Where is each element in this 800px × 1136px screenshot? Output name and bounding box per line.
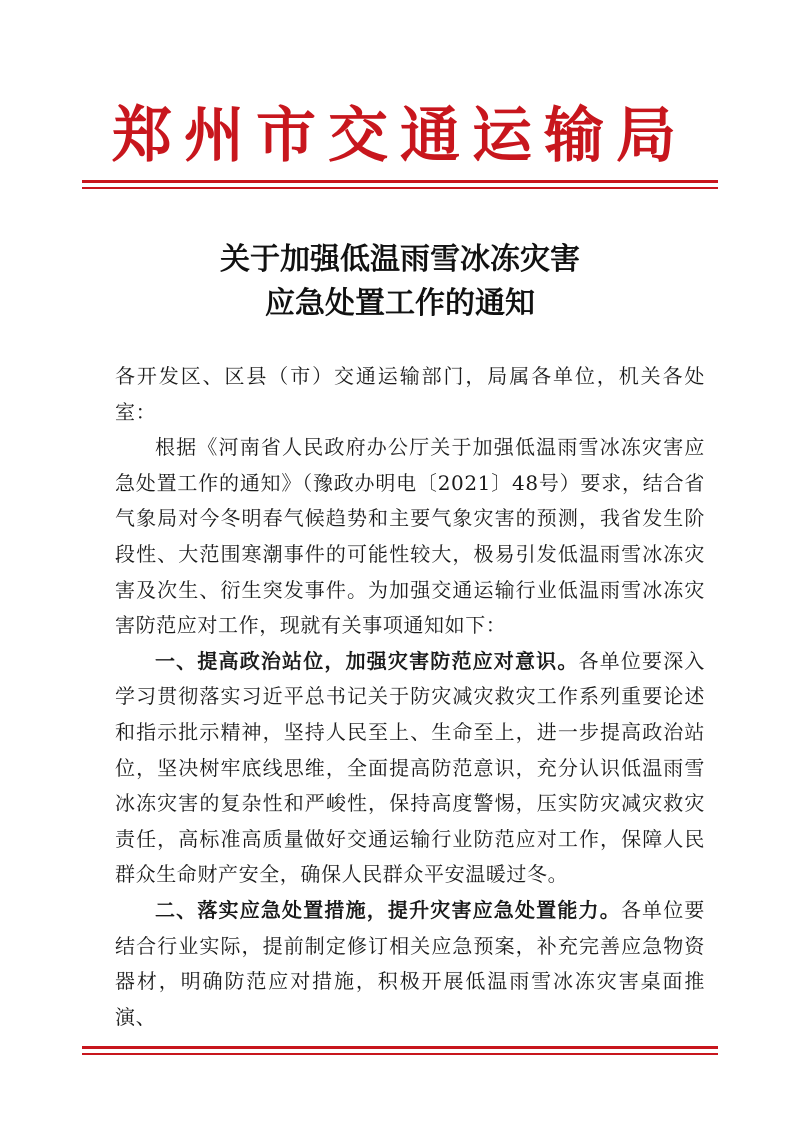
header-divider-thin (82, 187, 718, 189)
intro-paragraph: 根据《河南省人民政府办公厅关于加强低温雨雪冰冻灾害应急处置工作的通知》（豫政办明电〔2021〕48号）要求，结合省气象局对今冬明春气候趋势和主要气象灾害的预测，我省发生阶段性、大范围寒潮事件的可能性较大，极易引发低温雨雪冰冻灾害及次生、衍生突发事件。为加强交通运输行业低温雨雪冰冻灾害防范应对工作，现就有关事项通知如下： (115, 435, 705, 638)
section-1-text: 各单位要深入学习贯彻落实习近平总书记关于防灾减灾救灾工作系列重要论述和指示批示精神，坚持人民至上、生命至上，进一步提高政治站位，坚决树牢底线思维，全面提高防范意识，充分认识低温雨雪冰冻灾害的复杂性和严峻性，保持高度警惕，压实防灾减灾救灾责任，高标准高质量做好交通运输行业防范应对工作，保障人民群众生命财产安全，确保人民群众平安温暖过冬。 (115, 648, 705, 887)
document-body (115, 359, 705, 1035)
salutation: 各开发区、区县（市）交通运输部门，局属各单位，机关各处室： (115, 364, 705, 424)
header-divider-thick (82, 180, 718, 183)
document-title-line2: 应急处置工作的通知 (265, 286, 535, 321)
document-title-line1: 关于加强低温雨雪冰冻灾害 (220, 242, 580, 277)
footer-divider-thick (82, 1046, 718, 1049)
section-1-paragraph (115, 644, 705, 893)
issuer-header: 郑州市交通运输局 (112, 101, 688, 171)
section-1-heading: 一、提高政治站位，加强灾害防范应对意识。 (155, 648, 579, 673)
section-2-text: 各单位要结合行业实际，提前制定修订相关应急预案，补充完善应急物资器材，明确防范应对措施，积极开展低温雨雪冰冻灾害桌面推演、 (115, 897, 706, 1029)
document-title (0, 238, 800, 326)
section-2-heading: 二、落实应急处置措施，提升灾害应急处置能力。 (155, 897, 621, 922)
footer-divider-thin (82, 1053, 718, 1055)
section-2-paragraph (115, 893, 705, 1035)
